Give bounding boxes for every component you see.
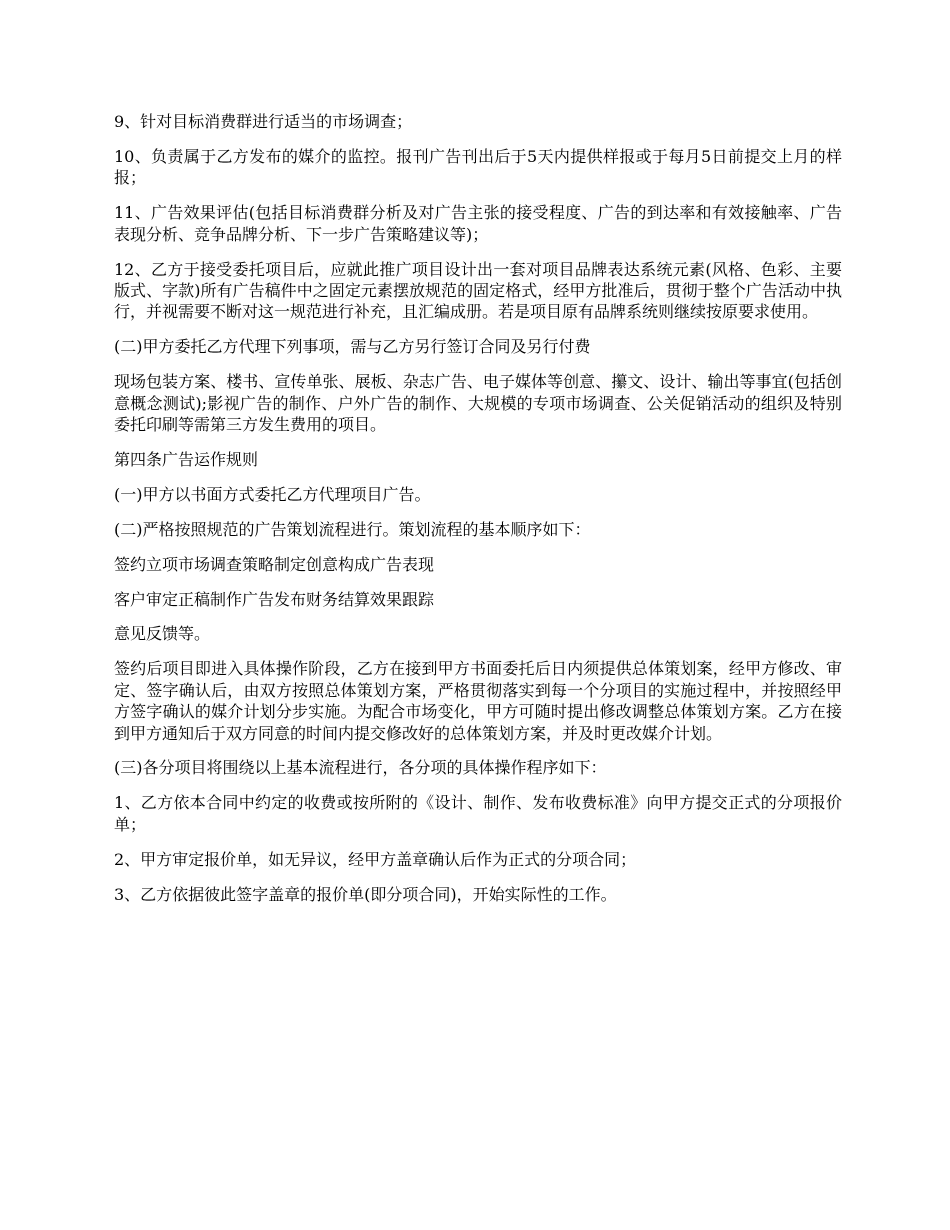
rule-3: (三)各分项目将围绕以上基本流程进行，各分项的具体操作程序如下： (114, 758, 607, 778)
rule-2: (二)严格按照规范的广告策划流程进行。策划流程的基本顺序如下： (114, 519, 591, 539)
step-2: 2、甲方审定报价单，如无异议，经甲方盖章确认后作为正式的分项合同； (114, 849, 637, 869)
section-2-body: 现场包装方案、楼书、宣传单张、展板、杂志广告、电子媒体等创意、攥文、设计、输出等事宜(包括创意概念测试);影视广告的制作、户外广告的制作、大规模的专项市场调查、公关促销活动的组织及特别委托印刷等需第三方发生费用的项目。 (114, 372, 842, 434)
step-3: 3、乙方依据彼此签字盖章的报价单(即分项合同)，开始实际性的工作。 (114, 884, 617, 904)
step-1: 1、乙方依本合同中约定的收费或按所附的《设计、制作、发布收费标准》向甲方提交正式的分项报价单； (114, 793, 842, 834)
process-line-1: 签约立项市场调查策略制定创意构成广告表现 (114, 554, 435, 574)
clause-9: 9、针对目标消费群进行适当的市场调查； (114, 112, 413, 131)
clause-10: 10、负责属于乙方发布的媒介的监控。报刊广告刊出后于5天内提供样报或于每月5日前提交上月的样报； (114, 146, 842, 188)
execution-paragraph: 签约后项目即进入具体操作阶段，乙方在接到甲方书面委托后日内须提供总体策划案，经甲方修改、审定、签字确认后，由双方按照总体策划方案，严格贯彻落实到每一个分项目的实施过程中，并按照经甲方签字确认的媒介计划分步实施。为配合市场变化，甲方可随时提出修改调整总体策划方案。乙方在接到甲方通知后于双方同意的时间内提交修改好的总体策划方案，并及时更改媒介计划。 (114, 659, 842, 743)
document-body (114, 111, 842, 918)
section-2-heading: (二)甲方委托乙方代理下列事项，需与乙方另行签订合同及另行付费 (114, 337, 591, 357)
clause-11: 11、广告效果评估(包括目标消费群分析及对广告主张的接受程度、广告的到达率和有效接触率、广告表现分析、竞争品牌分析、下一步广告策略建议等)； (114, 203, 842, 244)
process-line-2: 客户审定正稿制作广告发布财务结算效果跟踪 (114, 589, 435, 609)
process-line-3: 意见反馈等。 (114, 624, 211, 644)
rule-1: (一)甲方以书面方式委托乙方代理项目广告。 (114, 484, 431, 504)
article-4-heading: 第四条广告运作规则 (114, 449, 259, 469)
clause-12: 12、乙方于接受委托项目后，应就此推广项目设计出一套对项目品牌表达系统元素(风格、色彩、主要版式、字款)所有广告稿件中之固定元素摆放规范的固定格式，经甲方批准后，贯彻于整个广告活动中执行，并视需要不断对这一规范进行补充，且汇编成册。若是项目原有品牌系统则继续按原要求使用。 (114, 259, 842, 322)
